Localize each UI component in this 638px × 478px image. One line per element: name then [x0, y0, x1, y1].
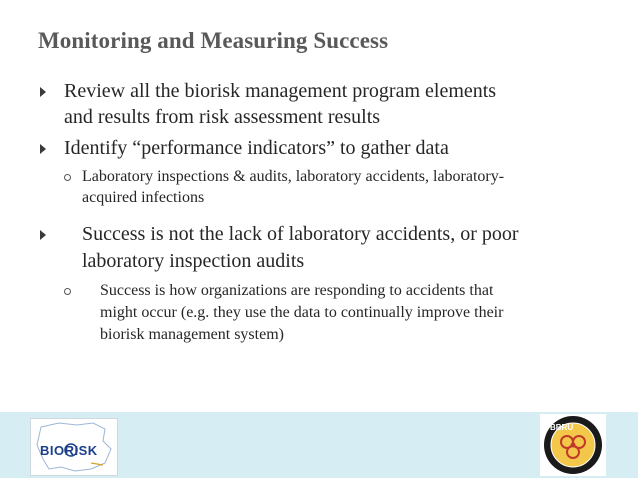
sub-bullet-ring-icon [64, 174, 71, 181]
bullet-2-line-1: Identify “performance indicators” to gather data [64, 137, 449, 159]
sub-bullet-2-line-3: biorisk management system) [100, 326, 284, 343]
sub-bullet-ring-icon [64, 288, 71, 295]
sub-bullet-1-line-1: Laboratory inspections & audits, laboratory accidents, laboratory- [82, 168, 505, 185]
bullet-arrow-icon [40, 230, 46, 240]
sub-bullet-2-line-2: might occur (e.g. they use the data to continually improve their [100, 304, 504, 321]
bullet-arrow-icon [40, 87, 46, 97]
sub-bullet-2-line-1: Success is how organizations are responding to accidents that [100, 282, 494, 299]
sub-bullet-1-line-2: acquired infections [82, 189, 205, 206]
bullet-3-line-1: Success is not the lack of laboratory accidents, or poor [82, 223, 519, 245]
bbru-logo-text: BBRU [550, 423, 574, 432]
bullet-3-line-2: laboratory inspection audits [82, 250, 305, 272]
bullet-arrow-icon [40, 144, 46, 154]
bullet-1-line-1: Review all the biorisk management program elements [64, 80, 497, 102]
bbru-seal-logo [540, 414, 606, 476]
slide-title: Monitoring and Measuring Success [38, 28, 389, 53]
biorisk-logo [30, 418, 118, 476]
bullet-1-line-2: and results from risk assessment results [64, 106, 381, 128]
biorisk-logo-text: BIORISK [40, 443, 98, 458]
